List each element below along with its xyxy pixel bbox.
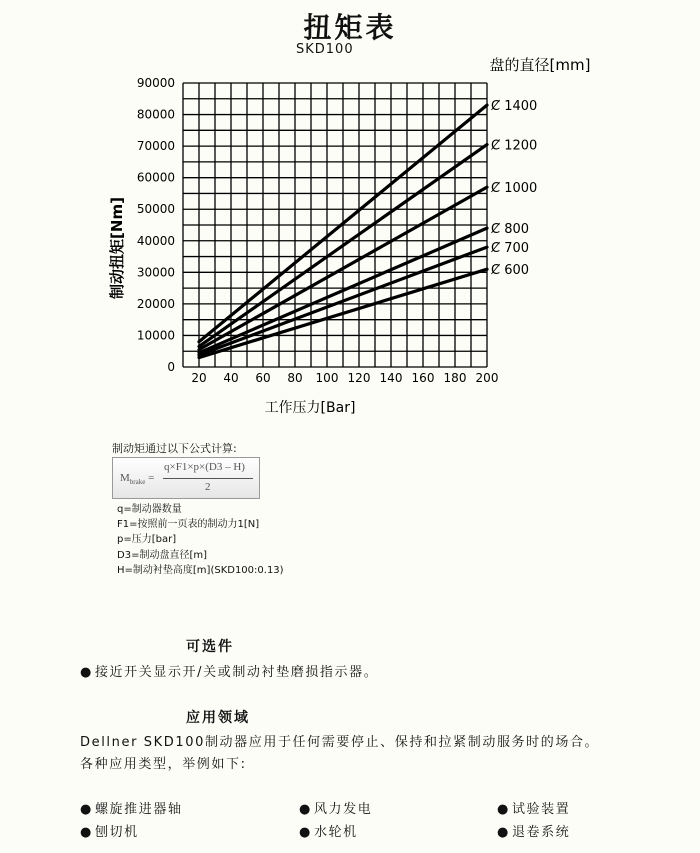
formula-intro: 制动矩通过以下公式计算:: [112, 442, 237, 455]
y-tick-label: 10000: [136, 328, 175, 343]
x-axis-label: 工作压力[Bar]: [264, 400, 356, 416]
y-tick-label: 90000: [136, 76, 175, 90]
formula-lhs-symbol: M: [120, 472, 130, 484]
options-item: ● 接近开关显示开/关或制动衬垫磨损指示器。: [80, 661, 378, 680]
application-item: ● 刨切机: [80, 821, 139, 840]
application-item: ● 风力发电: [299, 798, 372, 817]
applications-line-1: Dellner SKD100制动器应用于任何需要停止、保持和拉紧制动服务时的场合。: [80, 735, 600, 750]
x-tick-labels: [191, 371, 498, 385]
y-tick-label: 20000: [136, 296, 175, 311]
y-axis-label: 制动扭矩[Nm]: [108, 197, 126, 299]
formula-definitions: [117, 502, 284, 578]
application-item: ● 螺旋推进器轴: [80, 798, 183, 817]
formula-lhs-sub: brake: [129, 478, 146, 487]
y-tick-label: 50000: [136, 202, 175, 217]
formula-lhs: $M_{brake}$ =: [120, 472, 155, 487]
series-label-1200: Ȼ 1200: [491, 138, 538, 154]
definition-item: q=制动器数量: [117, 504, 182, 515]
series-label-1000: Ȼ 1000: [491, 181, 538, 197]
y-tick-label: 30000: [136, 265, 175, 280]
application-item: ● 试验装置: [497, 798, 570, 817]
applications-title: 应用领域: [186, 710, 250, 726]
legend-title: 盘的直径[mm]: [489, 56, 591, 74]
x-tick-label: 80: [287, 371, 303, 385]
formula-numerator: q×F1×p×(D3 – H): [164, 461, 245, 473]
application-item: ● 退卷系统: [497, 821, 570, 840]
model-label: SKD100: [296, 42, 354, 57]
x-tick-label: 120: [347, 371, 371, 385]
y-tick-label: 70000: [136, 139, 175, 154]
formula-fraction-line: [163, 478, 253, 479]
x-tick-label: 40: [223, 371, 239, 385]
y-tick-label: 40000: [136, 233, 175, 248]
x-tick-label: 60: [255, 371, 271, 385]
series-label-800: Ȼ 800: [491, 222, 530, 238]
x-tick-label: 140: [379, 371, 403, 385]
application-item: ● 水轮机: [299, 821, 358, 840]
x-tick-label: 200: [475, 371, 499, 385]
x-tick-label: 160: [411, 371, 435, 385]
formula-denominator: 2: [205, 481, 211, 493]
definition-item: H=制动衬垫高度[m](SKD100:0.13): [117, 564, 284, 576]
x-tick-label: 100: [315, 371, 339, 385]
y-tick-label: 0: [167, 360, 175, 374]
definition-item: p=压力[bar]: [117, 534, 177, 546]
y-tick-label: 80000: [136, 107, 175, 122]
series-label-1400: Ȼ 1400: [491, 99, 538, 115]
series-label-700: Ȼ 700: [491, 241, 530, 257]
y-tick-labels: [137, 76, 175, 374]
page-title: 扭矩表: [303, 11, 397, 44]
y-tick-label: 60000: [136, 170, 175, 185]
options-title: 可选件: [186, 639, 234, 655]
definition-item: D3=制动盘直径[m]: [117, 549, 207, 561]
series-label-600: Ȼ 600: [491, 263, 530, 279]
legend: [491, 99, 537, 278]
x-tick-label: 20: [191, 371, 207, 385]
definition-item: F1=按照前一页表的制动力1[N]: [117, 519, 260, 531]
x-tick-label: 180: [443, 371, 467, 385]
applications-line-2: 各种应用类型，举例如下:: [80, 757, 247, 772]
